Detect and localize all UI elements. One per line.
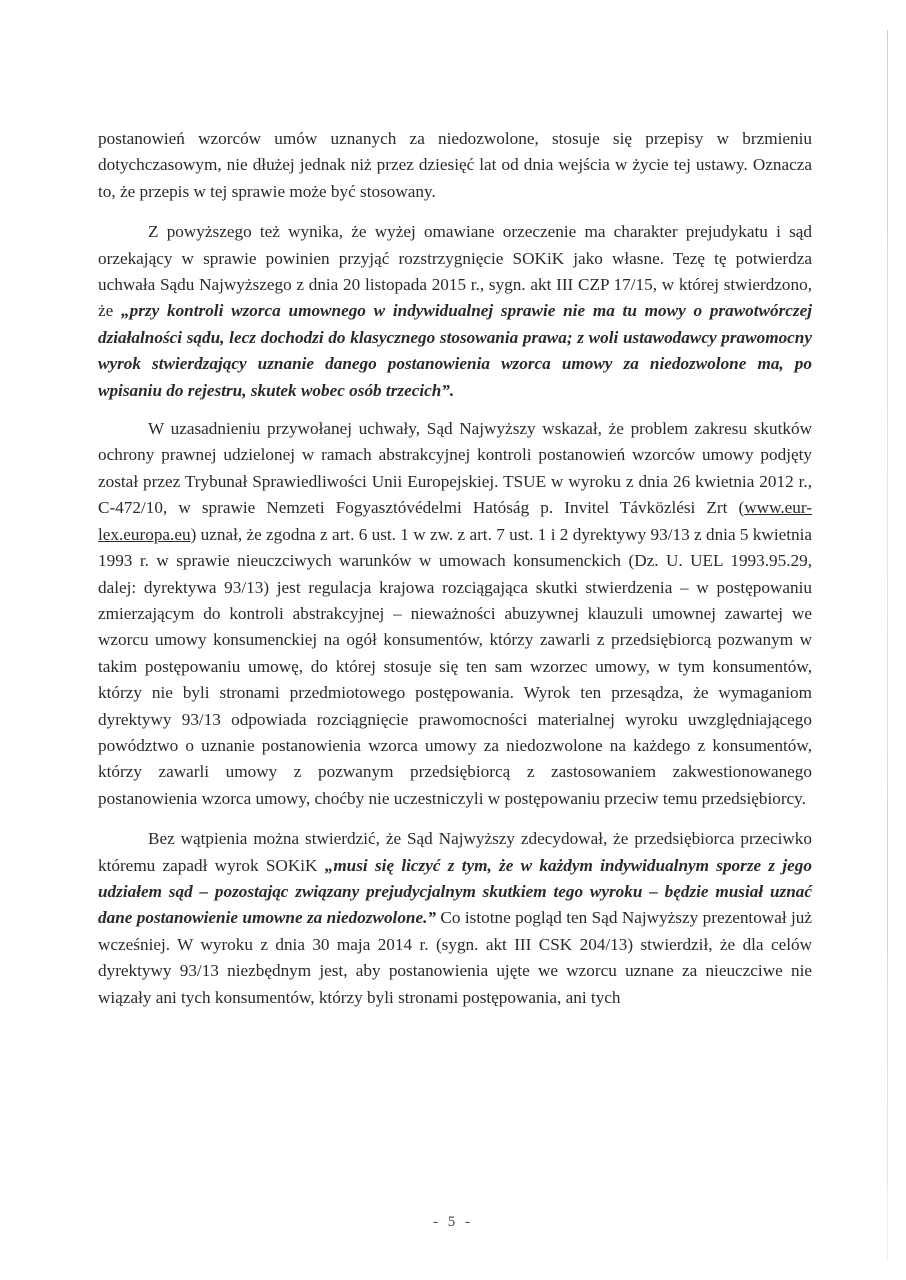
paragraph-4 bbox=[98, 826, 812, 1011]
paragraph-2-text: Z powyższego też wynika, że wyżej omawiane orzeczenie ma charakter prejudykatu i sąd orzekający w sprawie powinien przyjąć rozstrzygnięcie SOKiK jako własne. Tezę tę potwierdza uchwała Sądu Najwyższego z dnia 20 listopada 2015 r., sygn. akt III CZP 17/15, w której stwierdzono, że bbox=[98, 222, 812, 321]
paragraph-2 bbox=[98, 219, 812, 404]
paragraph-4-text-before-quote: Bez wątpienia można stwierdzić, że Sąd Najwyższy zdecydował, że przedsiębiorca przeciwko któremu zapadł wyrok SOKiK bbox=[98, 829, 812, 875]
paragraph-1 bbox=[98, 126, 812, 205]
document-page bbox=[98, 126, 812, 1011]
paragraph-2-quote: „przy kontroli wzorca umownego w indywidualnej sprawie nie ma tu mowy o prawotwórczej działalności sądu, lecz dochodzi do klasycznego stosowania prawa; z woli ustawodawcy prawomocny wyrok stwierdzający uznanie danego postanowienia wzorca umowy za niedozwolone ma, po wpisaniu do rejestru, skutek wobec osób trzecich”. bbox=[98, 301, 813, 400]
paragraph-4-text-after-quote: Co istotne pogląd ten Sąd Najwyższy prezentował już wcześniej. W wyroku z dnia 30 maja 2014 r. (sygn. akt III CSK 204/13) stwierdził, że dla celów dyrektywy 93/13 niezbędnym jest, aby postanowienia ujęte we wzorcu uznane za nieuczciwe nie wiązały ani tych konsumentów, którzy byli stronami postępowania, ani tych bbox=[98, 908, 813, 1007]
paragraph-1-text: postanowień wzorców umów uznanych za niedozwolone, stosuje się przepisy w brzmieniu dotychczasowym, nie dłużej jednak niż przez dziesięć lat od dnia wejścia w życie tej ustawy. Oznacza to, że przepis w tej sprawie może być stosowany. bbox=[98, 129, 812, 201]
paragraph-3-text-after-link: ) uznał, że zgodna z art. 6 ust. 1 w zw. z art. 7 ust. 1 i 2 dyrektywy 93/13 z dnia 5 kwietnia 1993 r. w sprawie nieuczciwych warunków w umowach konsumenckich (Dz. U. UEL 1993.95.29, dalej: dyrektywa 93/13) jest regulacja krajowa rozciągająca skutki stwierdzenia – w postępowaniu zmierzającym do kontroli abstrakcyjnej – nieważności abuzywnej klauzuli umownej zawartej we wzorcu umowy konsumenckiej na ogół konsumentów, którzy zawarli z przedsiębiorcą pozwanym w takim postępowaniu umowę, do której stosuje się ten sam wzorzec umowy, w tym konsumentów, którzy nie byli stronami przedmiotowego postępowania. Wyrok ten przesądza, że wymaganiom dyrektywy 93/13 odpowiada rozciągnięcie prawomocności materialnej wyroku uwzględniającego powództwo o uznanie postanowienia wzorca umowy za niedozwolone na każdego z konsumentów, którzy zawarli umowy z pozwanym przedsiębiorcą z zastosowaniem zakwestionowanego postanowienia wzorca umowy, choćby nie uczestniczyli w postępowaniu przeciw temu przedsiębiorcy. bbox=[98, 524, 812, 808]
paragraph-4-quote: „musi się liczyć z tym, że w każdym indywidualnym sporze z jego udziałem sąd – pozostając związany prejudycjalnym skutkiem tego wyroku – będzie musiał uznać dane postanowienie umowne za niedozwolone.” bbox=[98, 855, 812, 928]
page-number: - 5 - bbox=[433, 1214, 473, 1230]
paragraph-3 bbox=[98, 416, 812, 812]
eur-lex-link[interactable]: www.eur-lex.europa.eu bbox=[98, 498, 812, 544]
paragraph-3-text-before-link: W uzasadnieniu przywołanej uchwały, Sąd Najwyższy wskazał, że problem zakresu skutków ochrony prawnej udzielonej w ramach abstrakcyjnej kontroli postanowień wzorców umowy podjęty został przez Trybunał Sprawiedliwości Unii Europejskiej. TSUE w wyroku z dnia 26 kwietnia 2012 r., C-472/10, w sprawie Nemzeti Fogyasztóvédelmi Hatóság p. Invitel Távközlési Zrt ( bbox=[98, 419, 812, 518]
scan-edge-line bbox=[887, 30, 888, 1260]
